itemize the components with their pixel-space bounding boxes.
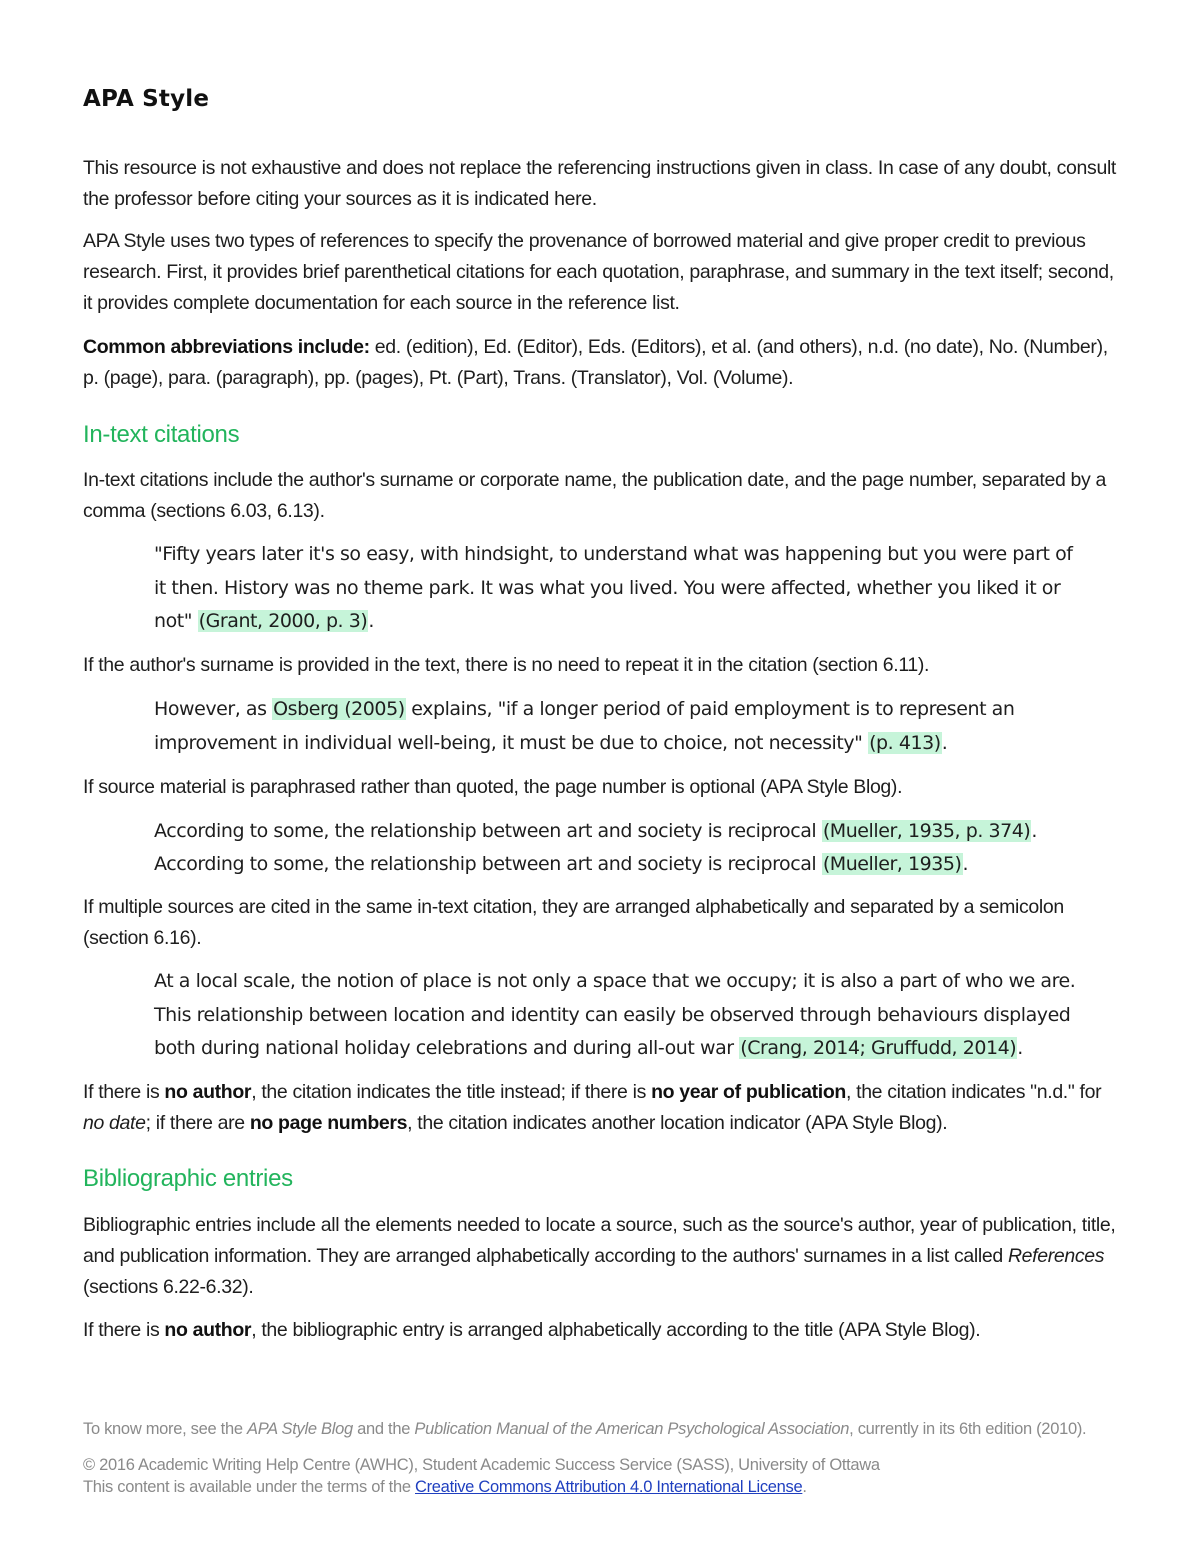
text-run: If there is [83,1319,165,1341]
intro-paragraph: This resource is not exhaustive and does not replace the referencing instructions given in class. In case of any doubt, consult the professor before citing your sources as it is indicated here. [83,157,1116,210]
citation-highlight: (p. 413) [869,731,941,754]
italic-term: no date [83,1112,146,1134]
example-line [154,693,1129,727]
citation-highlight: (Mueller, 1935, p. 374) [822,820,1031,842]
bold-term: no page numbers [249,1112,408,1134]
intext-heading: In-text citations [83,421,240,448]
italic-term: APA Style Blog [246,1420,353,1438]
example-line: This relationship between location and identity can easily be observed through behaviours displayed [154,1003,1071,1026]
text-run: and the [352,1420,415,1438]
intro-paragraph-apa: APA Style uses two types of references to specify the provenance of borrowed material and give proper credit to previous research. First, it provides brief parenthetical citations for each quotation, paraphrase, and summary in the text itself; second, it provides complete documentation for each source in the reference list. [83,230,1114,314]
example-text: According to some, the relationship between art and society is reciprocal [154,820,822,842]
citation-highlight: (Crang, 2014; Gruffudd, 2014) [740,1037,1017,1059]
no-author-paragraph [83,1077,1118,1139]
example-text: . [1017,1037,1023,1059]
bibliographic-paragraph [83,1210,1118,1303]
bold-term: no author [164,1319,252,1341]
example-quote-crang [154,965,1129,1066]
text-run: If there is [83,1081,165,1103]
example-line [154,815,1129,849]
example-line: At a local scale, the notion of place is not only a space that we occupy; it is also a part of who we are. [154,970,1076,992]
example-text: explains, "if a longer period of paid employment is to represent an [405,698,1015,720]
bibliographic-no-author-paragraph [83,1315,1118,1346]
text-run: , the citation indicates "n.d." for [845,1081,1102,1103]
page-title: APA Style [83,86,210,112]
author-in-text-paragraph: If the author's surname is provided in the text, there is no need to repeat it in the citation (section 6.11). [83,654,930,676]
example-text: both during national holiday celebrations and during all-out war [154,1037,740,1059]
text-run: Bibliographic entries include all the elements needed to locate a source, such as the source's author, year of publication, title, and publication information. They are arranged alphabetically according to the authors' surnames in a list called [83,1214,1116,1267]
license-link[interactable]: Creative Commons Attribution 4.0 International License [415,1478,803,1496]
example-quote-grant [154,538,1129,639]
bibliographic-heading: Bibliographic entries [83,1165,293,1192]
example-line [154,727,1129,761]
abbreviations-text: ed. (edition), Ed. (Editor), Eds. (Editors), et al. (and others), n.d. (no date), No. (Number), p. (page), para. (paragraph), pp. (pages), Pt. (Part), Trans. (Translator), Vol. (Volume). [83,336,1108,389]
text-run: To know more, see the [83,1420,247,1438]
example-text: improvement in individual well-being, it must be due to choice, not necessity" [154,731,869,754]
footer-copyright: © 2016 Academic Writing Help Centre (AWHC), Student Academic Success Service (SASS), University of Ottawa [83,1456,880,1474]
footer-license [83,1476,807,1498]
example-text: . [962,852,969,875]
abbreviations-paragraph [83,332,1118,394]
example-text: . [1031,820,1037,842]
example-line: "Fifty years later it's so easy, with hindsight, to understand what was happening but you were part of [154,543,1073,565]
example-paraphrase-mueller [154,815,1129,881]
example-text: . [368,610,374,632]
italic-term: Publication Manual of the American Psychological Association [414,1420,850,1438]
example-text: not" [154,610,198,632]
citation-highlight: (Mueller, 1935) [822,852,962,875]
bold-term: no year of publication [651,1081,846,1103]
text-run: , the citation indicates the title instead; if there is [251,1081,652,1103]
italic-term: References [1007,1245,1105,1267]
abbreviations-label: Common abbreviations include: [83,336,370,358]
multiple-sources-paragraph: If multiple sources are cited in the same in-text citation, they are arranged alphabetically and separated by a semicolon (section 6.16). [83,896,1064,949]
citation-highlight: (Grant, 2000, p. 3) [198,610,368,632]
example-text: According to some, the relationship between art and society is reciprocal [154,852,822,875]
example-line [154,605,1129,639]
example-text: . [941,731,948,754]
text-run: This content is available under the terms of the [83,1478,415,1496]
text-run: (sections 6.22-6.32). [83,1276,254,1298]
example-line [154,1032,1129,1066]
footer-more-info [83,1418,1086,1440]
intext-paragraph: In-text citations include the author's surname or corporate name, the publication date, and the page number, separated by a comma (sections 6.03, 6.13). [83,469,1107,522]
example-text: However, as [154,698,273,720]
bold-term: no author [164,1081,252,1103]
example-line [154,848,1129,882]
example-quote-osberg [154,693,1129,760]
example-line: it then. History was no theme park. It was what you lived. You were affected, whether you liked it or [154,576,1061,599]
citation-highlight: Osberg (2005) [273,698,405,720]
paraphrase-paragraph: If source material is paraphrased rather than quoted, the page number is optional (APA Style Blog). [83,776,903,798]
text-run: , the bibliographic entry is arranged alphabetically according to the title (APA Style Blog). [251,1319,981,1341]
text-run: ; if there are [145,1112,250,1134]
text-run: , the citation indicates another location indicator (APA Style Blog). [407,1112,948,1134]
text-run: . [802,1478,807,1496]
text-run: , currently in its 6th edition (2010). [849,1420,1087,1438]
